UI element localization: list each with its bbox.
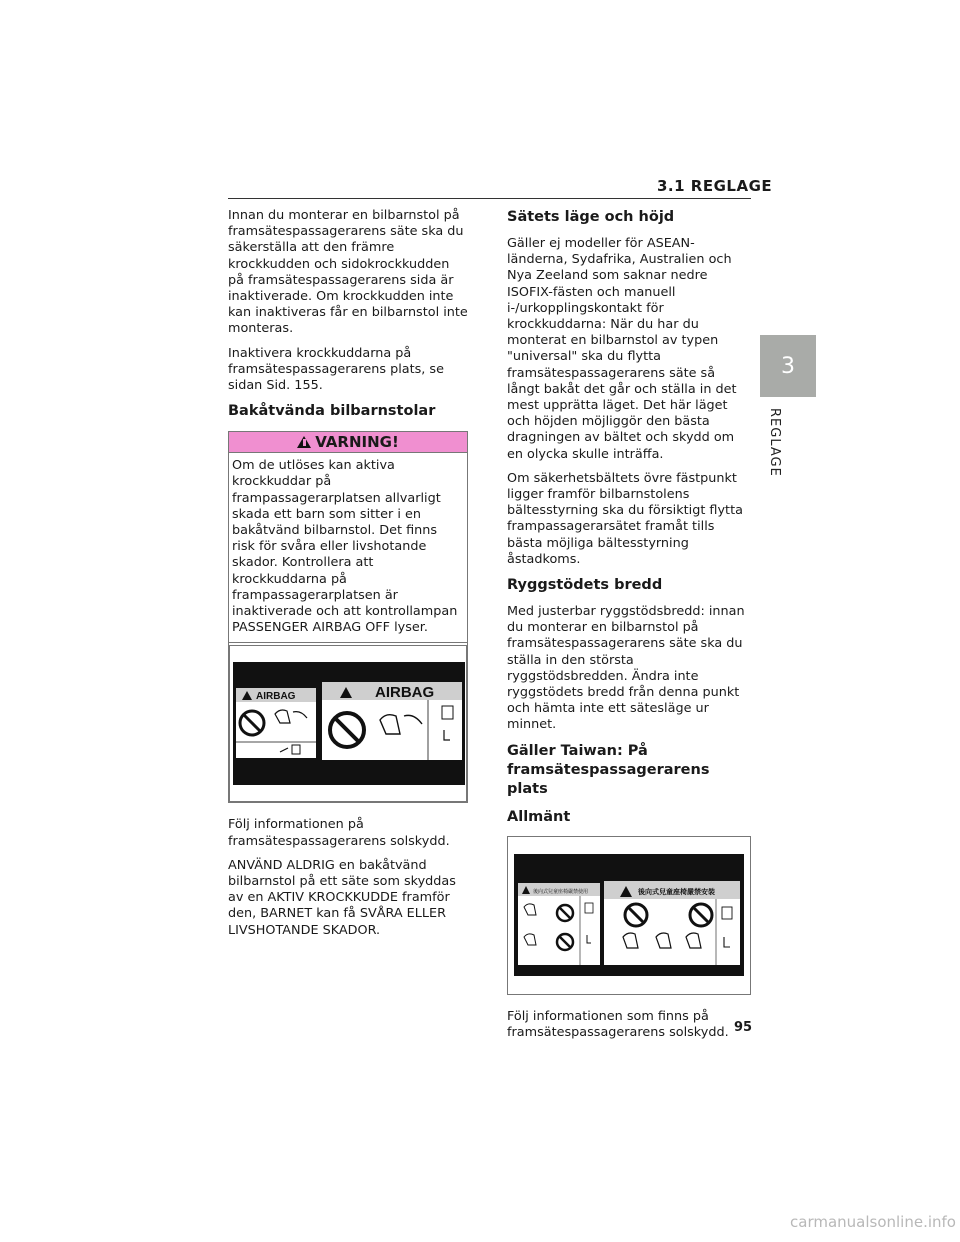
chapter-tab: 3: [760, 335, 816, 397]
left-column: [228, 208, 468, 947]
page-number: 95: [734, 1020, 753, 1035]
paragraph: Följ informationen som finns på framsätespassagerarens solskydd.: [507, 1008, 729, 1040]
section-heading: Gäller Taiwan: På framsätespassagerarens plats: [507, 742, 710, 797]
section-header: 3.1 REGLAGE: [657, 177, 773, 195]
airbag-label-illustration: [230, 646, 468, 801]
label-large-text: 後向式兒童座椅嚴禁安裝: [638, 887, 715, 896]
paragraph: Om säkerhetsbältets övre fästpunkt ligger framför bilbarnstolens bältesstyrning ska du försiktigt flytta frampassagerarsätet framåt tills bästa möjliga bältesstyrning åstadkoms.: [507, 470, 743, 567]
paragraph: Följ informationen på framsätespassagerarens solskydd.: [228, 817, 450, 849]
paragraph: Inaktivera krockkuddarna på framsätespassagerarens plats, se sidan Sid. 155.: [228, 345, 444, 394]
warning-icon: [297, 436, 311, 448]
label-small-text: 後向式兒童座椅嚴禁使用: [533, 888, 589, 895]
paragraph: Gäller ej modeller för ASEAN-länderna, Sydafrika, Australien och Nya Zeeland som saknar nedre ISOFIX-fästen och manuell i-/urkopplingskontakt för krockkuddarna: När du har du monterat en bilbarnstol av typen "universal" ska du flytta framsätespassagerarens säte så långt bakåt det går och ställa in det mest upprätta läget. Det här läget och höjden möjliggör den bästa dragningen av bältet och skydd om en olycka skulle inträffa.: [507, 236, 737, 462]
taiwan-label-illustration: [508, 837, 750, 994]
subsection-heading: Allmänt: [507, 808, 571, 825]
warning-header: [229, 432, 467, 453]
airbag-large-text: AIRBAG: [375, 684, 435, 702]
footer-watermark: carmanualsonline.info: [790, 1213, 956, 1231]
taiwan-label-figure: [507, 836, 751, 995]
section-heading: Ryggstödets bredd: [507, 577, 663, 594]
header-rule: [228, 198, 751, 199]
warning-text: Om de utlöses kan aktiva krockkuddar på frampassagerarplatsen allvarligt skada ett barn som sitter i en bakåtvänd bilbarnstol. Det finns risk för svåra eller livshotande skador. Kontrollera att krockkuddarna på frampassagerarplatsen är inaktiverade och att kontrollampan PASSENGER AIRBAG OFF lyser.: [229, 453, 467, 643]
section-heading: Bakåtvända bilbarnstolar: [228, 403, 436, 420]
section-heading: Sätets läge och höjd: [507, 209, 675, 225]
paragraph: Med justerbar ryggstödsbredd: innan du monterar en bilbarnstol på framsätespassagerarens säte ska du ställa in den största ryggstödsbredden. Ändra inte ryggstödets bredd från denna punkt och hämta inte ett sätesläge ur minnet.: [507, 604, 745, 733]
warning-box: [228, 431, 468, 803]
chapter-side-label: [760, 408, 786, 528]
airbag-warning-label-figure: [229, 645, 467, 802]
paragraph: ANVÄND ALDRIG en bakåtvänd bilbarnstol på ett säte som skyddas av en AKTIV KROCKKUDDE framför den, BARNET kan få SVÅRA ELLER LIVSHOTANDE SKADOR.: [228, 857, 456, 938]
warning-title: VARNING!: [315, 433, 399, 452]
chapter-label: REGLAGE: [767, 408, 782, 477]
paragraph: Innan du monterar en bilbarnstol på framsätespassagerarens säte ska du säkerställa att den främre krockkudden och sidokrockkudden på framsätespassagerarens sida är inaktiverade. Om krockkudden inte kan inaktiveras får en bilbarnstol inte monteras.: [228, 208, 468, 337]
airbag-small-text: AIRBAG: [256, 691, 296, 703]
right-column: [507, 208, 751, 1049]
